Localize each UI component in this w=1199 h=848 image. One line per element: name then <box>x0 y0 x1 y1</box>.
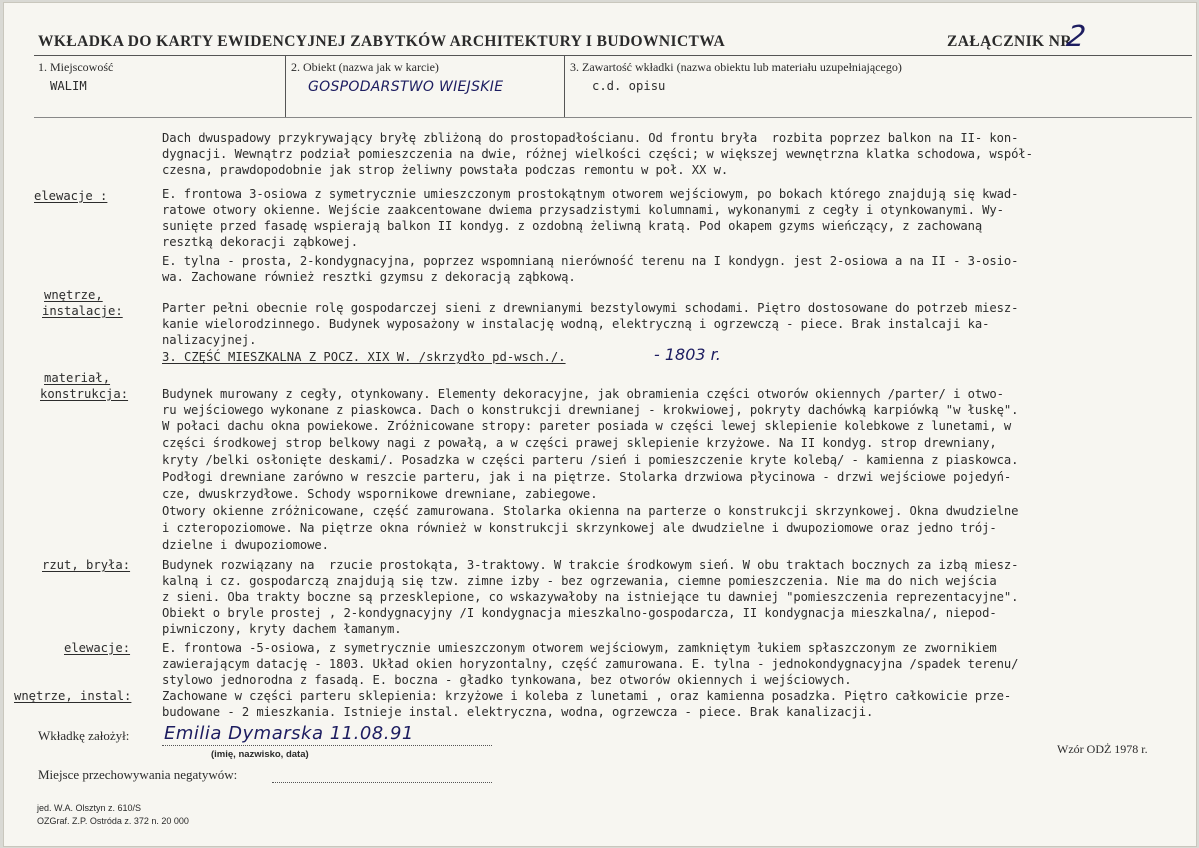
object-value: GOSPODARSTWO WIEJSKIE <box>308 79 504 95</box>
body-line: kanie wielorodzinnego. Budynek wyposażony w instalację wodną, elektryczną i ogrzewczą - piece. Brak instalcaji ka- <box>162 317 990 331</box>
body-line: Parter pełni obecnie rolę gospodarczej sieni z drewnianymi bezstylowymi schodami. Piętro dostosowane do potrzeb miesz- <box>162 301 1019 315</box>
form-reference: Wzór ODŻ 1978 r. <box>1057 742 1148 756</box>
body-line: Budynek murowany z cegły, otynkowany. Elementy dekoracyjne, jak obramienia części otworów okiennych /parter/ i otwo- <box>162 387 1004 401</box>
header-bottom-rule <box>34 117 1192 118</box>
body-line: ru wejściowego wykonane z piaskowca. Dach o konstrukcji drewnianej - krokwiowej, pokryty dachówką karpiówką "w łuskę". <box>162 403 1019 417</box>
part3-handwritten-date: - 1803 r. <box>654 345 721 364</box>
body-line: nalizacyjnej. <box>162 333 257 347</box>
body-line: kryty /belki osłonięte deskami/. Posadzka w części parteru /sień i pomieszczenie kryte kolebą/ - kamienna z piaskowca. <box>162 453 1019 467</box>
body-line: E. frontowa -5-osiowa, z symetrycznie umieszczonym otworem wejściowym, zamkniętym łukiem spłaszczonym ze zwornikiem <box>162 641 997 655</box>
body-line: stylowo jednorodna z fasadą. E. boczna - gładko tynkowana, bez otworów okiennych i wejściowych. <box>162 673 852 687</box>
body-line: z sieni. Oba trakty boczne są przesklepione, co wskazywałoby na istniejące tu dawniej "pomieszczenia reprezentacyjne". <box>162 590 1019 604</box>
author-signature: Emilia Dymarska 11.08.91 <box>164 723 414 744</box>
body-line: dygnacji. Wewnątrz podział pomieszczenia na dwie, różnej wielkości części; w większej wewnętrzna klatka schodowa, współ- <box>162 147 1033 161</box>
field-divider-1 <box>285 55 286 117</box>
section-label-wnetrze-2: wnętrze, instal: <box>14 689 132 703</box>
body-line: budowane - 2 mieszkania. Istnieje instal. elektryczna, wodna, ogrzewcza - piece. Brak kanalizacji. <box>162 705 874 719</box>
body-line: i czteropoziomowe. Na piętrze okna również w konstrukcji skrzynkowej ale dwudzielne i dwupoziomowe oraz jedno trój- <box>162 521 997 535</box>
body-line: Dach dwuspadowy przykrywający bryłę zbliżoną do prostopadłościanu. Od frontu bryła rozbita poprzez balkon na II- kon- <box>162 131 1019 145</box>
section-label-instalacje: instalacje: <box>42 304 123 318</box>
body-line: E. frontowa 3-osiowa z symetrycznie umieszczonym prostokątnym otworem wejściowym, po bokach którego znajdują się kwad- <box>162 187 1019 201</box>
content-value: c.d. opisu <box>592 79 666 93</box>
part3-heading: 3. CZĘŚĆ MIESZKALNA Z POCZ. XIX W. /skrzydło pd-wsch./. <box>162 350 566 364</box>
author-dotted-line <box>162 745 492 746</box>
attachment-number: 2 <box>1064 19 1088 53</box>
body-line: Obiekt o bryle prostej , 2-kondygnacyjny /I kondygnacja mieszkalno-gospodarcza, II kondygnacja mieszkalna/, niepod- <box>162 606 997 620</box>
body-line: czesna, prawdopodobnie jak strop żeliwny powstała podczas remontu w poł. XX w. <box>162 163 729 177</box>
author-label: Wkładkę założył: <box>38 728 130 743</box>
attachment-label: ZAŁĄCZNIK NR <box>947 33 1072 50</box>
body-line: Otwory okienne zróżnicowane, część zamurowana. Stolarka okienna na parterze o konstrukcji skrzynkowej. Okna dwudzielne <box>162 504 1019 518</box>
section-label-elewacje: elewacje : <box>34 189 108 203</box>
field-divider-2 <box>564 55 565 117</box>
section-label-konstrukcja: konstrukcja: <box>40 387 129 401</box>
body-line: zawierającym datację - 1803. Układ okien horyzontalny, część zamurowana. E. tylna - jednokondygnacyjna /spadek terenu/ <box>162 657 1019 671</box>
body-line: kalną i cz. gospodarczą znajdują się tzw. zimne izby - bez ogrzewania, ciemne pomieszczenia. Nie ma do nich wejścia <box>162 574 997 588</box>
locality-label: 1. Miejscowość <box>38 60 114 74</box>
section-label-rzut: rzut, bryła: <box>42 558 131 572</box>
body-line: W połaci dachu okna powiekowe. Zróżnicowane stropy: pareter posiada w części lewej sklepienie kolebkowe z lunetami, w <box>162 419 1012 433</box>
object-label: 2. Obiekt (nazwa jak w karcie) <box>291 60 439 74</box>
section-label-material: materiał, <box>44 371 111 385</box>
content-label: 3. Zawartość wkładki (nazwa obiektu lub materiału uzupełniającego) <box>570 60 902 74</box>
body-line: dzielne i dwupoziomowe. <box>162 538 329 552</box>
body-line: E. tylna - prosta, 2-kondygnacyjna, poprzez wspomnianą nierówność terenu na I kondygn. jest 2-osiowa a na II - 3-osio- <box>162 254 1019 268</box>
body-line: sunięte przed fasadę wspierają balkon II kondyg. z ozdobną żeliwną kratą. Pod okapem gzyms wieńczący, z zachowaną <box>162 219 983 233</box>
body-line: Zachowane w części parteru sklepienia: krzyżowe i koleba z lunetami , oraz kamienna posadzka. Piętro całkowicie prze- <box>162 689 1012 703</box>
body-line: Podłogi drewniane zarówno w reszcie parteru, jak i na piętrze. Stolarka drzwiowa płycinowa - drzwi wejściowe pojedyń- <box>162 470 1012 484</box>
body-line: piwniczony, kryty dachem łamanym. <box>162 622 402 636</box>
print-note-2: OZGraf. Z.P. Ostróda z. 372 n. 20 000 <box>37 816 189 826</box>
author-sub-label: (imię, nazwisko, data) <box>211 749 309 760</box>
body-line: ratowe otwory okienne. Wejście zaakcentowane dwiema przysadzistymi kolumnami, wykonanymi z cegły i otynkowanymi. Wy- <box>162 203 1004 217</box>
register-insert-card <box>3 2 1197 847</box>
print-note-1: jed. W.A. Olsztyn z. 610/S <box>37 803 142 813</box>
body-line: wa. Zachowane również resztki gzymsu z dekoracją ząbkową. <box>162 270 576 284</box>
section-label-wnetrze: wnętrze, <box>44 288 103 302</box>
negatives-dotted-line <box>272 782 492 783</box>
negatives-label: Miejsce przechowywania negatywów: <box>38 767 238 782</box>
body-line: cze, dwuskrzydłowe. Schody wspornikowe drewniane, zabiegowe. <box>162 487 598 501</box>
body-line: części środkowej strop belkowy nagi z powałą, a w części prawej sklepienie krzyżowe. Na II kondyg. strop drewniany, <box>162 436 997 450</box>
locality-value: WALIM <box>50 79 87 93</box>
header-top-rule <box>34 55 1192 56</box>
form-title: WKŁADKA DO KARTY EWIDENCYJNEJ ZABYTKÓW ARCHITEKTURY I BUDOWNICTWA <box>38 33 726 50</box>
body-line: resztką dekoracji ząbkowej. <box>162 235 358 249</box>
section-label-elewacje-2: elewacje: <box>64 641 131 655</box>
body-line: Budynek rozwiązany na rzucie prostokąta, 3-traktowy. W trakcie środkowym sień. W obu traktach bocznych za izbą miesz- <box>162 558 1019 572</box>
